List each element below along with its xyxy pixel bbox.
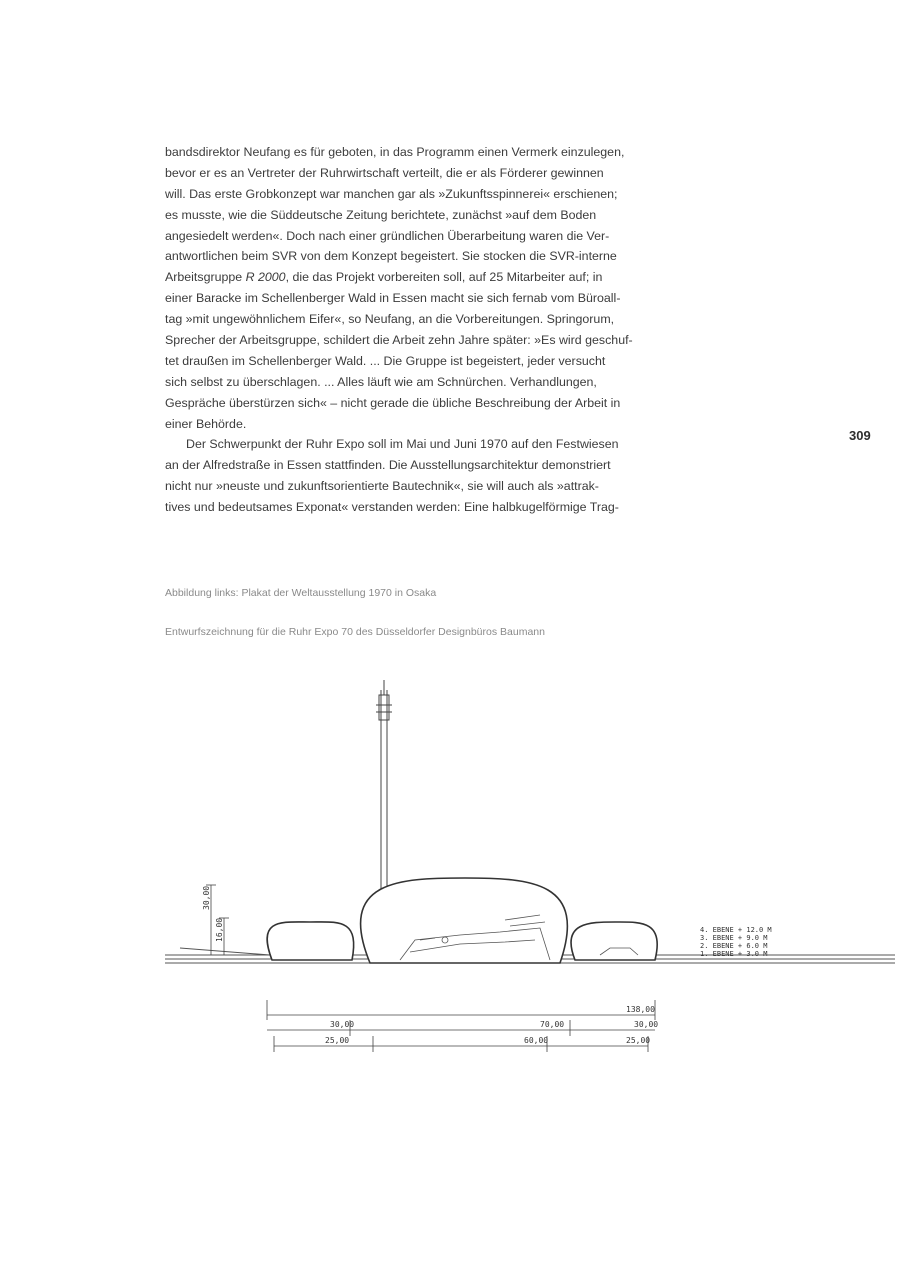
left-dome bbox=[267, 922, 354, 960]
caption-drawing: Entwurfszeichnung für die Ruhr Expo 70 des Düsseldorfer Designbüros Baumann bbox=[165, 626, 545, 638]
dim-label: 70,00 bbox=[540, 1020, 565, 1029]
height-dim-label: 16,00 bbox=[215, 917, 224, 942]
dim-label: 25,00 bbox=[325, 1036, 350, 1045]
dim-label: 25,00 bbox=[626, 1036, 651, 1045]
text-line: nicht nur »neuste und zukunftsorientierte Bautechnik«, sie will auch als »attrak- bbox=[165, 479, 599, 494]
level-labels bbox=[700, 926, 772, 958]
dim-total-label: 138,00 bbox=[626, 1005, 655, 1014]
text-line: tives und bedeutsames Exponat« verstanden werden: Eine halbkugelförmige Trag- bbox=[165, 500, 619, 515]
text-line: einer Behörde. bbox=[165, 416, 247, 431]
text-line-with-italic bbox=[165, 267, 725, 288]
right-dome bbox=[571, 922, 657, 960]
dimension-labels bbox=[325, 1005, 658, 1045]
italic-group-name: R 2000 bbox=[245, 270, 286, 285]
level-label: 1. EBENE + 3.0 M bbox=[700, 950, 768, 958]
caption-left-image: Abbildung links: Plakat der Weltausstellung 1970 in Osaka bbox=[165, 587, 437, 599]
dim-label: 60,00 bbox=[524, 1036, 549, 1045]
tower bbox=[376, 680, 392, 918]
height-dim-label: 30,00 bbox=[202, 885, 211, 910]
body-text bbox=[165, 142, 725, 518]
text-line: Sprecher der Arbeitsgruppe, schildert die Arbeit zehn Jahre später: »Es wird geschuf- bbox=[165, 333, 633, 348]
dim-label: 30,00 bbox=[330, 1020, 355, 1029]
text-line: Gespräche überstürzen sich« – nicht gerade die übliche Beschreibung der Arbeit in bbox=[165, 395, 621, 410]
level-label: 2. EBENE + 6.0 M bbox=[700, 942, 768, 950]
text-line: es musste, wie die Süddeutsche Zeitung berichtete, zunächst »auf dem Boden bbox=[165, 207, 597, 222]
central-dome bbox=[361, 878, 568, 963]
text-line: bevor er es an Vertreter der Ruhrwirtschaft verteilt, die er als Förderer gewinnen bbox=[165, 165, 604, 180]
text-line: angesiedelt werden«. Doch nach einer gründlichen Überarbeitung waren die Ver- bbox=[165, 228, 610, 243]
text-line: tet draußen im Schellenberger Wald. ... Die Gruppe ist begeistert, jeder versucht bbox=[165, 353, 606, 368]
text-line: bandsdirektor Neufang es für geboten, in das Programm einen Vermerk einzulegen, bbox=[165, 145, 625, 159]
text-line: will. Das erste Grobkonzept war manchen gar als »Zukunftsspinnerei« erschienen; bbox=[165, 186, 618, 201]
text-run: Arbeitsgruppe bbox=[165, 270, 246, 285]
text-line: an der Alfredstraße in Essen stattfinden. Die Ausstellungsarchitektur demonstriert bbox=[165, 458, 611, 473]
text-run: , die das Projekt vorbereiten soll, auf 25 Mitarbeiter auf; in bbox=[285, 270, 603, 285]
dim-label: 30,00 bbox=[634, 1020, 659, 1029]
level-label: 4. EBENE + 12.0 M bbox=[700, 926, 772, 934]
text-line: tag »mit ungewöhnlichem Eifer«, so Neufang, an die Vorbereitungen. Springorum, bbox=[165, 312, 615, 327]
level-label: 3. EBENE + 9.0 M bbox=[700, 934, 768, 942]
text-line: Der Schwerpunkt der Ruhr Expo soll im Mai und Juni 1970 auf den Festwiesen bbox=[186, 437, 619, 452]
text-line: einer Baracke im Schellenberger Wald in Essen macht sie sich fernab vom Büroall- bbox=[165, 291, 621, 306]
text-line: antwortlichen beim SVR von dem Konzept begeistert. Sie stocken die SVR-interne bbox=[165, 249, 617, 264]
architectural-section-drawing bbox=[160, 660, 899, 1060]
text-line: sich selbst zu überschlagen. ... Alles läuft wie am Schnürchen. Verhandlungen, bbox=[165, 374, 597, 389]
page-number: 309 bbox=[849, 428, 871, 443]
domes bbox=[267, 878, 657, 963]
